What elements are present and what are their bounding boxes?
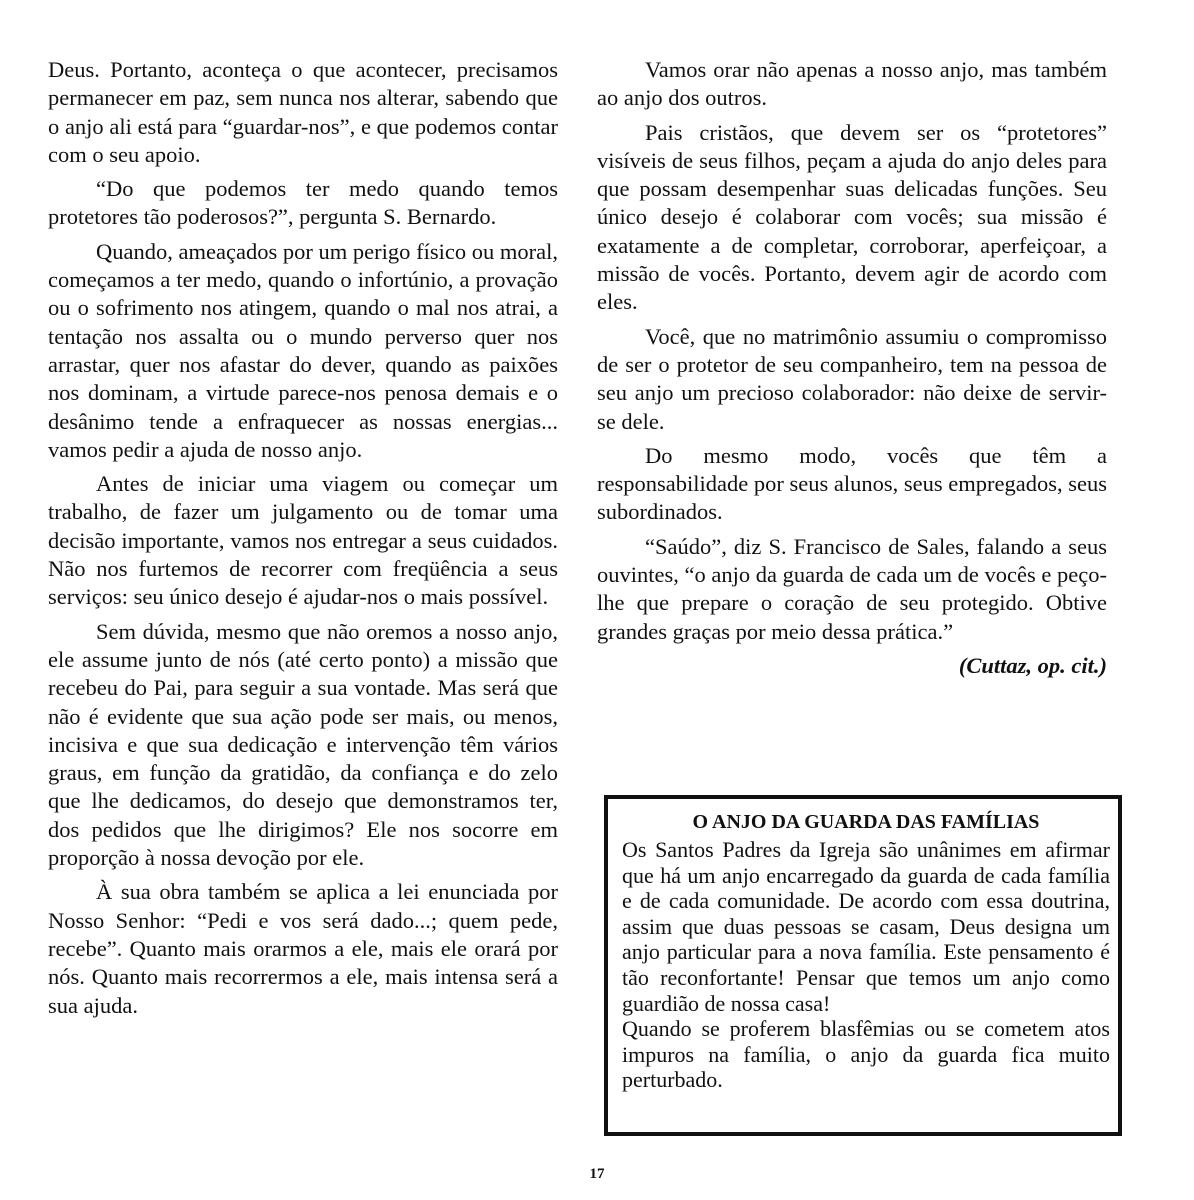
paragraph: Quando, ameaçados por um perigo físico ou moral, começamos a ter medo, quando o infortúnio, a provação ou o sofrimento nos atingem, quando o mal nos atrai, a tentação nos assalta ou o mundo perverso quer nos arrastar, quer nos afastar do dever, quando as paixões nos dominam, a virtude parece-nos penosa demais e o desânimo tende a enfraquecer as nossas energias... vamos pedir a ajuda de nosso anjo. [48, 238, 558, 462]
paragraph: Você, que no matrimônio assumiu o compromisso de ser o protetor de seu companheiro, tem na pessoa de seu anjo um precioso colaborador: não deixe de servir-se dele. [597, 323, 1107, 434]
paragraph: Antes de iniciar uma viagem ou começar um trabalho, de fazer um julgamento ou de tomar uma decisão importante, vamos nos entregar a seus cuidados. Não nos furtemos de recorrer com freqüência a seus serviços: seu único desejo é ajudar-nos o mais possível. [48, 471, 558, 610]
box-title: O ANJO DA GUARDA DAS FAMÍLIAS [692, 811, 1040, 833]
paragraph: Pais cristãos, que devem ser os “protetores” visíveis de seus filhos, peçam a ajuda do anjo deles para que possam desempenhar suas delicadas funções. Seu único desejo é colaborar com vocês; sua missão é exatamente a de completar, corroborar, aperfeiçoar, a missão de vocês. Portanto, devem agir de acordo com eles. [597, 119, 1107, 315]
paragraph: Sem dúvida, mesmo que não oremos a nosso anjo, ele assume junto de nós (até certo ponto) a missão que recebeu do Pai, para seguir a sua vontade. Mas será que não é evidente que sua ação pode ser mais, ou menos, incisiva e que sua dedicação e intervenção têm vários graus, em função da gratidão, da confiança e do zelo que lhe dedicamos, do desejo que demonstramos ter, dos pedidos que lhe dirigimos? Ele nos socorre em proporção à nossa devoção por ele. [48, 618, 558, 871]
left-column [48, 56, 558, 1026]
paragraph: À sua obra também se aplica a lei enunciada por Nosso Senhor: “Pedi e vos será dado...; quem pede, recebe”. Quanto mais orarmos a ele, mais ele orará por nós. Quanto mais recorrermos a ele, mais intensa será a sua ajuda. [48, 879, 558, 1018]
paragraph: “Do que podemos ter medo quando temos protetores tão poderosos?”, pergunta S. Bernardo. [48, 176, 558, 230]
page-number: 17 [589, 1166, 605, 1182]
paragraph: Do mesmo modo, vocês que têm a responsabilidade por seus alunos, seus empregados, seus subordinados. [597, 442, 1107, 525]
paragraph: Vamos orar não apenas a nosso anjo, mas também ao anjo dos outros. [597, 57, 1107, 111]
right-column [597, 56, 1107, 680]
citation: (Cuttaz, op. cit.) [958, 652, 1107, 678]
sidebar-box [604, 795, 1122, 1136]
paragraph: Deus. Portanto, aconteça o que acontecer, precisamos permanecer em paz, sem nunca nos alterar, sabendo que o anjo ali está para “guardar-nos”, e que podemos contar com o seu apoio. [48, 57, 558, 167]
box-text: Quando se proferem blasfêmias ou se cometem atos impuros na família, o anjo da guarda fica muito perturbado. [622, 1016, 1110, 1093]
box-text: Os Santos Padres da Igreja são unânimes em afirmar que há um anjo encarregado da guarda de cada família e de cada comunidade. De acordo com essa doutrina, assim que duas pessoas se casam, Deus designa um anjo particular para a nova família. Este pensamento é tão reconfortante! Pensar que temos um anjo como guardião de nossa casa! [622, 837, 1110, 1016]
paragraph: “Saúdo”, diz S. Francisco de Sales, falando a seus ouvintes, “o anjo da guarda de cada um de vocês e peço-lhe que prepare o coração de seu protegido. Obtive grandes graças por meio dessa prática.” [597, 533, 1107, 644]
